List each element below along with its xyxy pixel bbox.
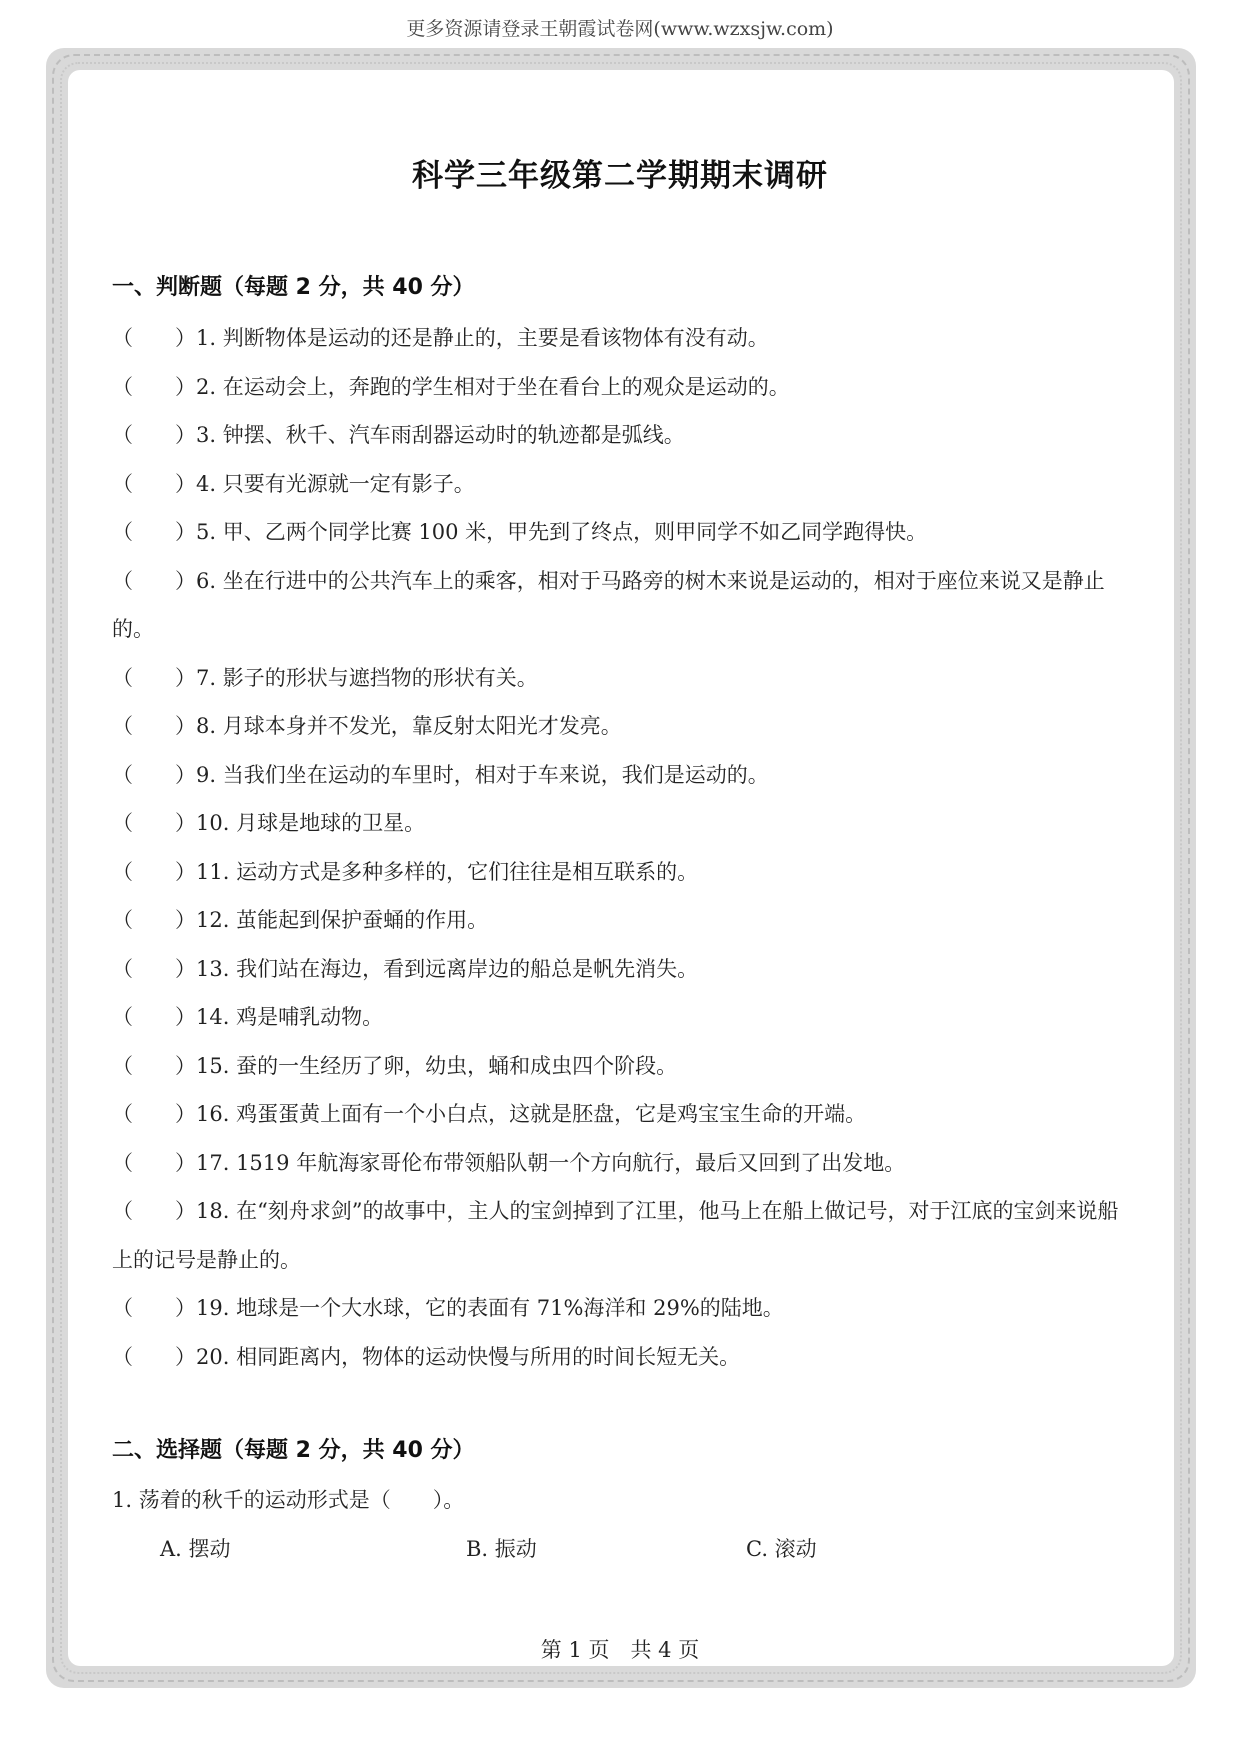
option-c: C. 滚动 <box>746 1537 817 1561</box>
tf-question-16: （ ）16. 鸡蛋蛋黄上面有一个小白点，这就是胚盘，它是鸡宝宝生命的开端。 <box>112 1102 867 1126</box>
section2-heading: 二、选择题（每题 2 分，共 40 分） <box>112 1438 475 1463</box>
tf-question-10: （ ）10. 月球是地球的卫星。 <box>112 811 426 835</box>
tf-question-20: （ ）20. 相同距离内，物体的运动快慢与所用的时间长短无关。 <box>112 1344 741 1369</box>
tf-question-9: （ ）9. 当我们坐在运动的车里时，相对于车来说，我们是运动的。 <box>112 762 769 787</box>
tf-question-2: （ ）2. 在运动会上，奔跑的学生相对于坐在看台上的观众是运动的。 <box>112 374 790 399</box>
option-b: B. 振动 <box>466 1537 537 1561</box>
tf-question-1: （ ）1. 判断物体是运动的还是静止的，主要是看该物体有没有动。 <box>112 326 769 350</box>
choice-question-1: 1. 荡着的秋千的运动形式是（ ）。 <box>112 1488 465 1512</box>
tf-question-7: （ ）7. 影子的形状与遮挡物的形状有关。 <box>112 665 538 690</box>
section1-heading: 一、判断题（每题 2 分，共 40 分） <box>112 275 475 300</box>
option-a: A. 摆动 <box>160 1537 231 1561</box>
tf-question-8: （ ）8. 月球本身并不发光，靠反射太阳光才发亮。 <box>112 714 622 738</box>
tf-question-11: （ ）11. 运动方式是多种多样的，它们往往是相互联系的。 <box>112 859 699 884</box>
tf-question-4: （ ）4. 只要有光源就一定有影子。 <box>112 471 475 496</box>
page-title: 科学三年级第二学期期末调研 <box>412 158 828 194</box>
page-number: 第 1 页 共 4 页 <box>540 1638 700 1662</box>
tf-question-5: （ ）5. 甲、乙两个同学比赛 100 米，甲先到了终点，则甲同学不如乙同学跑得快。 <box>112 520 928 544</box>
tf-question-3: （ ）3. 钟摆、秋千、汽车雨刮器运动时的轨迹都是弧线。 <box>112 423 685 447</box>
true-false-list <box>112 314 1132 1381</box>
tf-question-14: （ ）14. 鸡是哺乳动物。 <box>112 1005 384 1029</box>
site-banner: 更多资源请登录王朝霞试卷网(www.wzxsjw.com) <box>406 18 834 40</box>
tf-question-12: （ ）12. 茧能起到保护蚕蛹的作用。 <box>112 908 489 932</box>
tf-question-13: （ ）13. 我们站在海边，看到远离岸边的船总是帆先消失。 <box>112 956 699 981</box>
choice-question-1-options <box>160 1533 1060 1563</box>
tf-question-18: （ ）18. 在“刻舟求剑”的故事中，主人的宝剑掉到了江里，他马上在船上做记号，对于江底的宝剑来说船上的记号是静止的。 <box>112 1199 1119 1272</box>
tf-question-19: （ ）19. 地球是一个大水球，它的表面有 71%海洋和 29%的陆地。 <box>112 1296 784 1320</box>
tf-question-6: （ ）6. 坐在行进中的公共汽车上的乘客，相对于马路旁的树木来说是运动的，相对于座位来说又是静止的。 <box>112 568 1105 641</box>
tf-question-17: （ ）17. 1519 年航海家哥伦布带领船队朝一个方向航行，最后又回到了出发地。 <box>112 1150 906 1175</box>
tf-question-15: （ ）15. 蚕的一生经历了卵，幼虫，蛹和成虫四个阶段。 <box>112 1053 678 1078</box>
